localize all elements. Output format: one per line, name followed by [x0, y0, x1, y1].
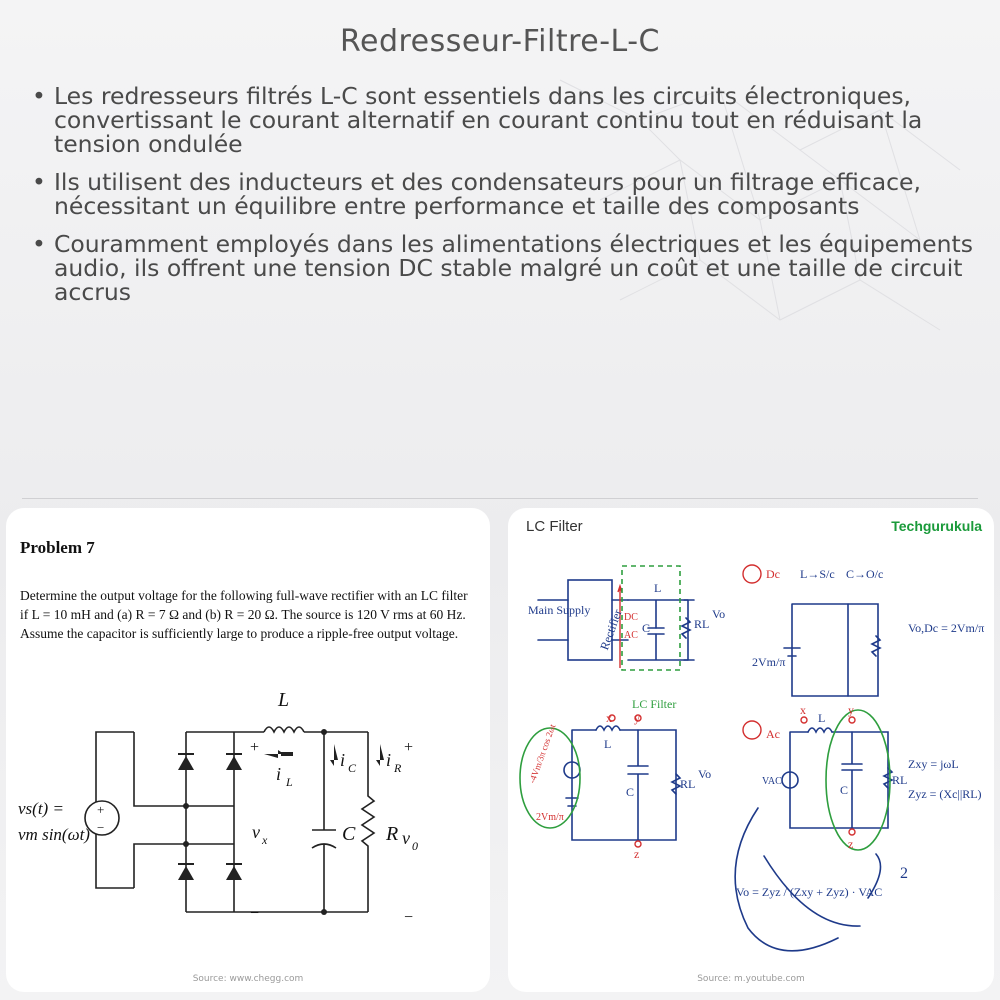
- problem-title: Problem 7: [20, 538, 95, 557]
- bullet-text: Ils utilisent des inducteurs et des condensateurs pour un filtrage efficace, nécessitant un équilibre entre performance et taille des composants: [54, 168, 921, 220]
- bullet-list: [30, 84, 980, 318]
- ac-node-z: z: [848, 837, 854, 851]
- zyz-formula: Zyz = (Xc||RL): [908, 787, 982, 801]
- ac-node-x: x: [800, 703, 806, 717]
- page-title: Redresseur-Filtre-L-C: [339, 24, 661, 59]
- c-open-note: C→O/c: [846, 567, 884, 581]
- capacitor-label: C: [342, 823, 356, 845]
- lc-filter-note: LC Filter: [632, 697, 677, 711]
- vs-label-line1: vs(t) =: [18, 799, 64, 818]
- two-vm-pi-label: 2Vm/π: [752, 655, 786, 669]
- rectifier-label: Rectifier: [597, 607, 625, 652]
- vo-minus: −: [404, 909, 414, 926]
- vx-subscript: x: [262, 833, 268, 847]
- dc-heading: Dc: [766, 567, 780, 581]
- bullet-item: [30, 232, 980, 304]
- problem-text: Determine the output voltage for the following full-wave rectifier with an LC filter if L = 10 mH and (a) R = 7 Ω and (b) R = 20 Ω. The source is 120 V rms at 60 Hz. Assume the capacitor is sufficiently large to produce a ripple-free output voltage.: [20, 588, 468, 641]
- main-supply-label: Main Supply: [528, 603, 591, 617]
- il-label: i: [276, 764, 282, 784]
- bullet-item: [30, 84, 980, 156]
- lc-rl-label: RL: [694, 617, 710, 631]
- vx-plus: +: [250, 739, 260, 756]
- vo-dc-formula: Vo,Dc = 2Vm/π: [908, 621, 985, 635]
- resistor-label: R: [386, 823, 399, 845]
- vo-ac-formula: Vo = Zyz / (Zxy + Zyz) · VAC: [736, 885, 883, 899]
- lc-filter-notes-diagram: [508, 508, 994, 992]
- lc-c-label: C: [642, 621, 651, 635]
- lc-l-label: L: [654, 581, 662, 595]
- image-source: Source: www.chegg.com: [192, 974, 304, 984]
- bottom-c-label: C: [626, 785, 635, 799]
- lc-filter-title: LC Filter: [526, 518, 583, 535]
- lc-vo-label: Vo: [712, 607, 726, 621]
- vs-label-line2: vm sin(ωt): [18, 825, 90, 844]
- l-short-note: L→S/c: [800, 567, 835, 581]
- ac-node-y: y: [848, 703, 854, 717]
- bullet-dot: •: [32, 230, 46, 258]
- inductor-label: L: [278, 689, 290, 711]
- two-vm-pi-left: 2Vm/π: [536, 812, 564, 823]
- image-source: Source: m.youtube.com: [697, 974, 805, 984]
- bottom-vo-label: Vo: [698, 767, 712, 781]
- vo-label: v: [402, 828, 410, 848]
- ac-l-label: L: [818, 711, 826, 725]
- source-plus: +: [97, 802, 105, 817]
- ac-label: AC: [624, 630, 638, 641]
- node-z-label: z: [634, 847, 640, 861]
- vo-plus: +: [404, 739, 414, 756]
- cos-term-label: -4Vm/3π cos 2ωt: [526, 722, 558, 785]
- vx-label: v: [252, 822, 260, 842]
- bullet-text: Couramment employés dans les alimentations électriques et les équipements audio, ils offrent une tension DC stable malgré un coût et une taille de circuit accrus: [54, 230, 973, 306]
- dc-label: DC: [624, 612, 638, 623]
- vac-label: VAC: [762, 776, 782, 787]
- ac-rl-label: RL: [892, 773, 908, 787]
- bullet-dot: •: [32, 82, 46, 110]
- node-x-label: x: [606, 711, 612, 725]
- bullet-item: [30, 170, 980, 218]
- ic-label: i: [340, 750, 346, 770]
- zxy-formula: Zxy = jωL: [908, 757, 959, 771]
- brand-label: Techgurukula: [891, 518, 982, 534]
- ir-subscript: R: [394, 761, 402, 775]
- divider: [22, 498, 978, 499]
- rectifier-circuit-diagram: [6, 508, 490, 992]
- ac-c-label: C: [840, 783, 849, 797]
- vo-subscript: 0: [412, 839, 418, 853]
- bottom-rl-label: RL: [680, 777, 696, 791]
- bullet-text: Les redresseurs filtrés L-C sont essentiels dans les circuits électroniques, convertissant le courant alternatif en courant continu tout en réduisant la tension ondulée: [54, 82, 923, 158]
- bullet-dot: •: [32, 168, 46, 196]
- il-subscript: L: [286, 775, 293, 789]
- note-two: 2: [900, 865, 908, 882]
- vx-minus: −: [250, 905, 260, 922]
- ac-heading: Ac: [766, 727, 780, 741]
- ir-label: i: [386, 750, 392, 770]
- source-minus: −: [97, 820, 105, 835]
- problem-image-card: [6, 508, 490, 992]
- bottom-l-label: L: [604, 737, 612, 751]
- lc-filter-image-card: [508, 508, 994, 992]
- ic-subscript: C: [348, 761, 357, 775]
- node-y-label: y: [634, 711, 640, 725]
